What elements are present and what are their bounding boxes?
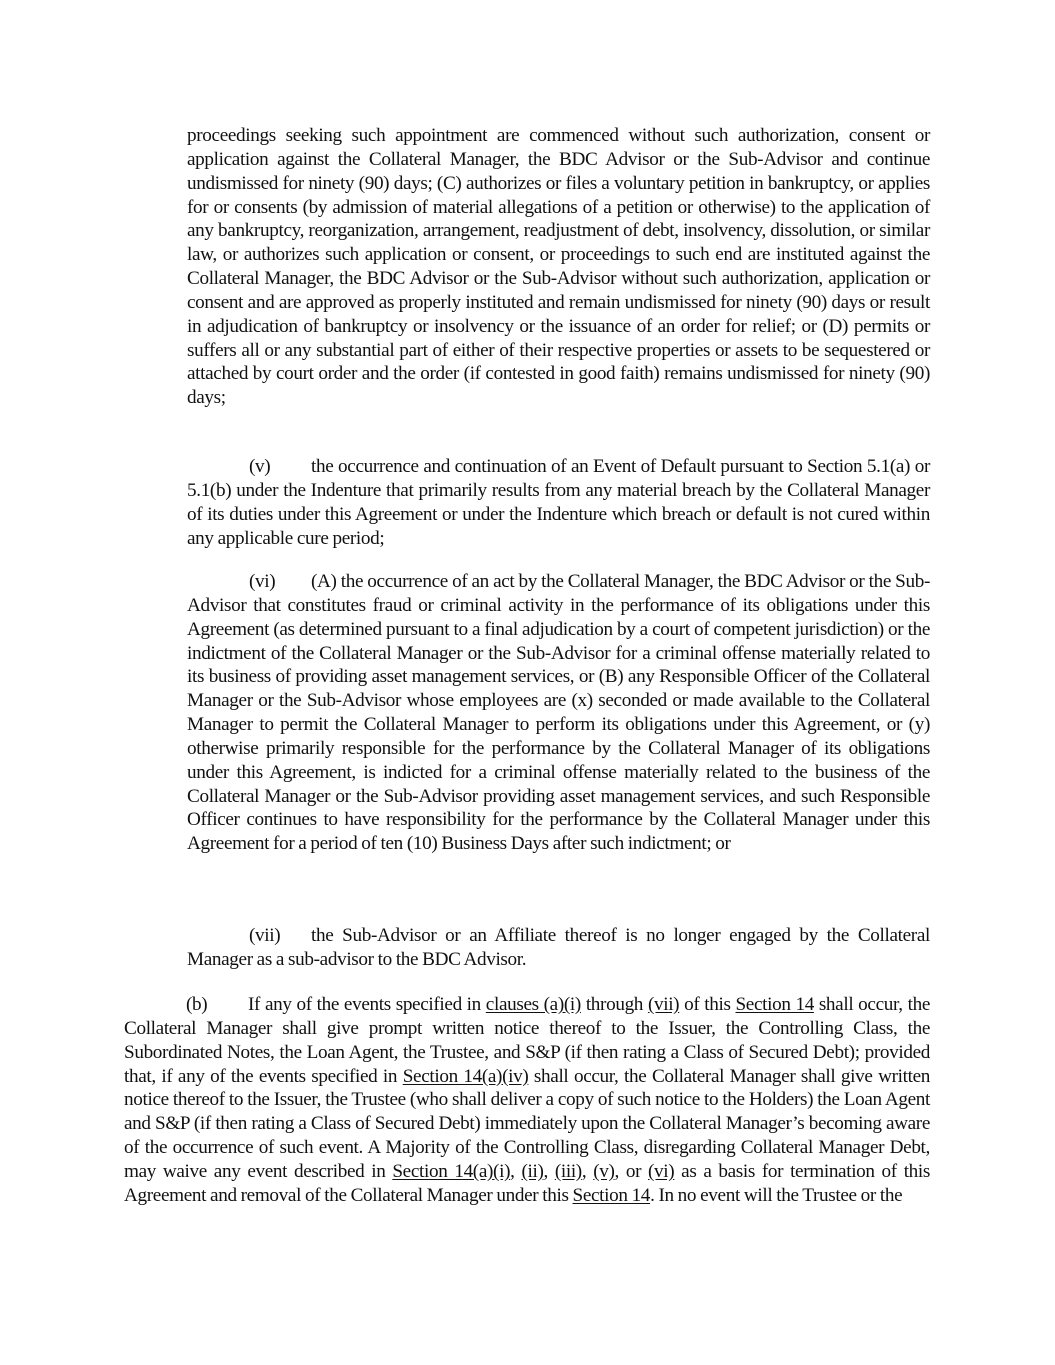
clause-vi-text: (A) the occurrence of an act by the Collateral Manager, the BDC Advisor or the Sub-Advisor that constitutes fraud or criminal activity in the performance of its obligations under this Agreement (as determined pursuant to a final adjudication by a court of competent jurisdiction) or the indictment of the Collateral Manager or the Sub-Advisor for a criminal offense materially related to its business of providing asset management services, or (B) any Responsible Officer of the Collateral Manager or the Sub-Advisor whose employees are (x) seconded or made available to the Collateral Manager to permit the Collateral Manager to perform its obligations under this Agreement, or (y) otherwise primarily responsible for the performance by the Collateral Manager of its obligations under this Agreement, is indicted for a criminal offense materially related to the business of the Collateral Manager or the Sub-Advisor providing asset management services, and such Responsible Officer continues to have responsibility for the performance by the Collateral Manager under this Agreement for a period of ten (10) Business Days after such indictment; or [187,571,930,855]
clause-b [124,993,930,1208]
clause-b-text: through [580,994,648,1015]
cross-reference-link: Section 14 [735,994,814,1015]
clause-vii-number: (vii) [249,925,281,946]
cross-reference-link: (v) [593,1160,615,1182]
clause-b-text: of this [679,994,736,1015]
clause-v-text: the occurrence and continuation of an Event of Default pursuant to Section 5.1(a) or 5.1(b) under the Indenture that primarily results from any material breach by the Collateral Manager of its duties under this Agreement or under the Indenture which breach or default is not cured within any applicable cure period; [187,456,930,549]
paragraph-continuation: proceedings seeking such appointment are commenced without such authorization, consent or application against the Collateral Manager, the BDC Advisor or the Sub-Advisor and continue undismissed for ninety (90) days; (C) authorizes or files a voluntary petition in bankruptcy, or applies for or consents (by admission of material allegations of a petition or otherwise) to the application of any bankruptcy, reorganization, arrangement, readjustment of debt, insolvency, dissolution, or similar law, or authorizes such application or consent, or proceedings to such end are instituted against the Collateral Manager, the BDC Advisor or the Sub-Advisor without such authorization, application or consent and are approved as properly instituted and remain undismissed for ninety (90) days or result in adjudication of bankruptcy or insolvency or the issuance of an order for relief; or (D) permits or suffers all or any substantial part of either of their respective properties or assets to be sequestered or attached by court order and the order (if contested in good faith) remains undismissed for ninety (90) days; [187,125,930,409]
clause-b-text: shall occur, the Collateral Manager shall give prompt written notice thereof to the Issuer, the Controlling Class, the Subordinated Notes, the Loan Agent, the Trustee, and S&P (if then rating a Class of Secured Debt); provided that, if any of the events specified in [124,994,930,1087]
cross-reference-link: (ii) [521,1160,544,1182]
clause-b-number: (b) [186,994,208,1015]
clause-b-text: , or [614,1160,648,1182]
cross-reference-link: Section 14(a)(i) [392,1160,511,1182]
cross-reference-link: Section 14(a)(iv) [402,1065,529,1087]
cross-reference-link: clauses (a)(i) [485,994,581,1015]
clause-b-text: shall occur, the Collateral Manager shall give written notice thereof to the Issuer, the Trustee (who shall deliver a copy of such notice to the Holders) the Loan Agent and S&P (if then rating a Class of Secured Debt) immediately upon the Collateral Manager’s becoming aware of the occurrence of such event. A Majority of the Controlling Class, disregarding Collateral Manager Debt, may waive any event described in [124,1065,930,1182]
clause-b-text: , [510,1160,522,1182]
clause-b-text: If any of the events specified in [248,994,486,1015]
clause-vi [187,570,930,856]
clause-v [187,455,930,550]
clause-b-text: . In no event will the Trustee or the [650,1184,903,1206]
clause-b-text: , [581,1160,594,1182]
clause-v-number: (v) [249,456,271,477]
cross-reference-link: Section 14 [572,1184,651,1206]
clause-vii-text: the Sub-Advisor or an Affiliate thereof is no longer engaged by the Collateral Manager as a sub-advisor to the BDC Advisor. [187,925,930,970]
clause-b-text: as a basis for termination of this Agreement and removal of the Collateral Manager under this [124,1160,931,1206]
clause-b-text: , [543,1160,555,1182]
clause-vi-number: (vi) [249,571,276,592]
cross-reference-link: (vii) [647,994,680,1015]
cross-reference-link: (vi) [648,1160,675,1182]
clause-vii [187,924,930,972]
cross-reference-link: (iii) [554,1160,582,1182]
